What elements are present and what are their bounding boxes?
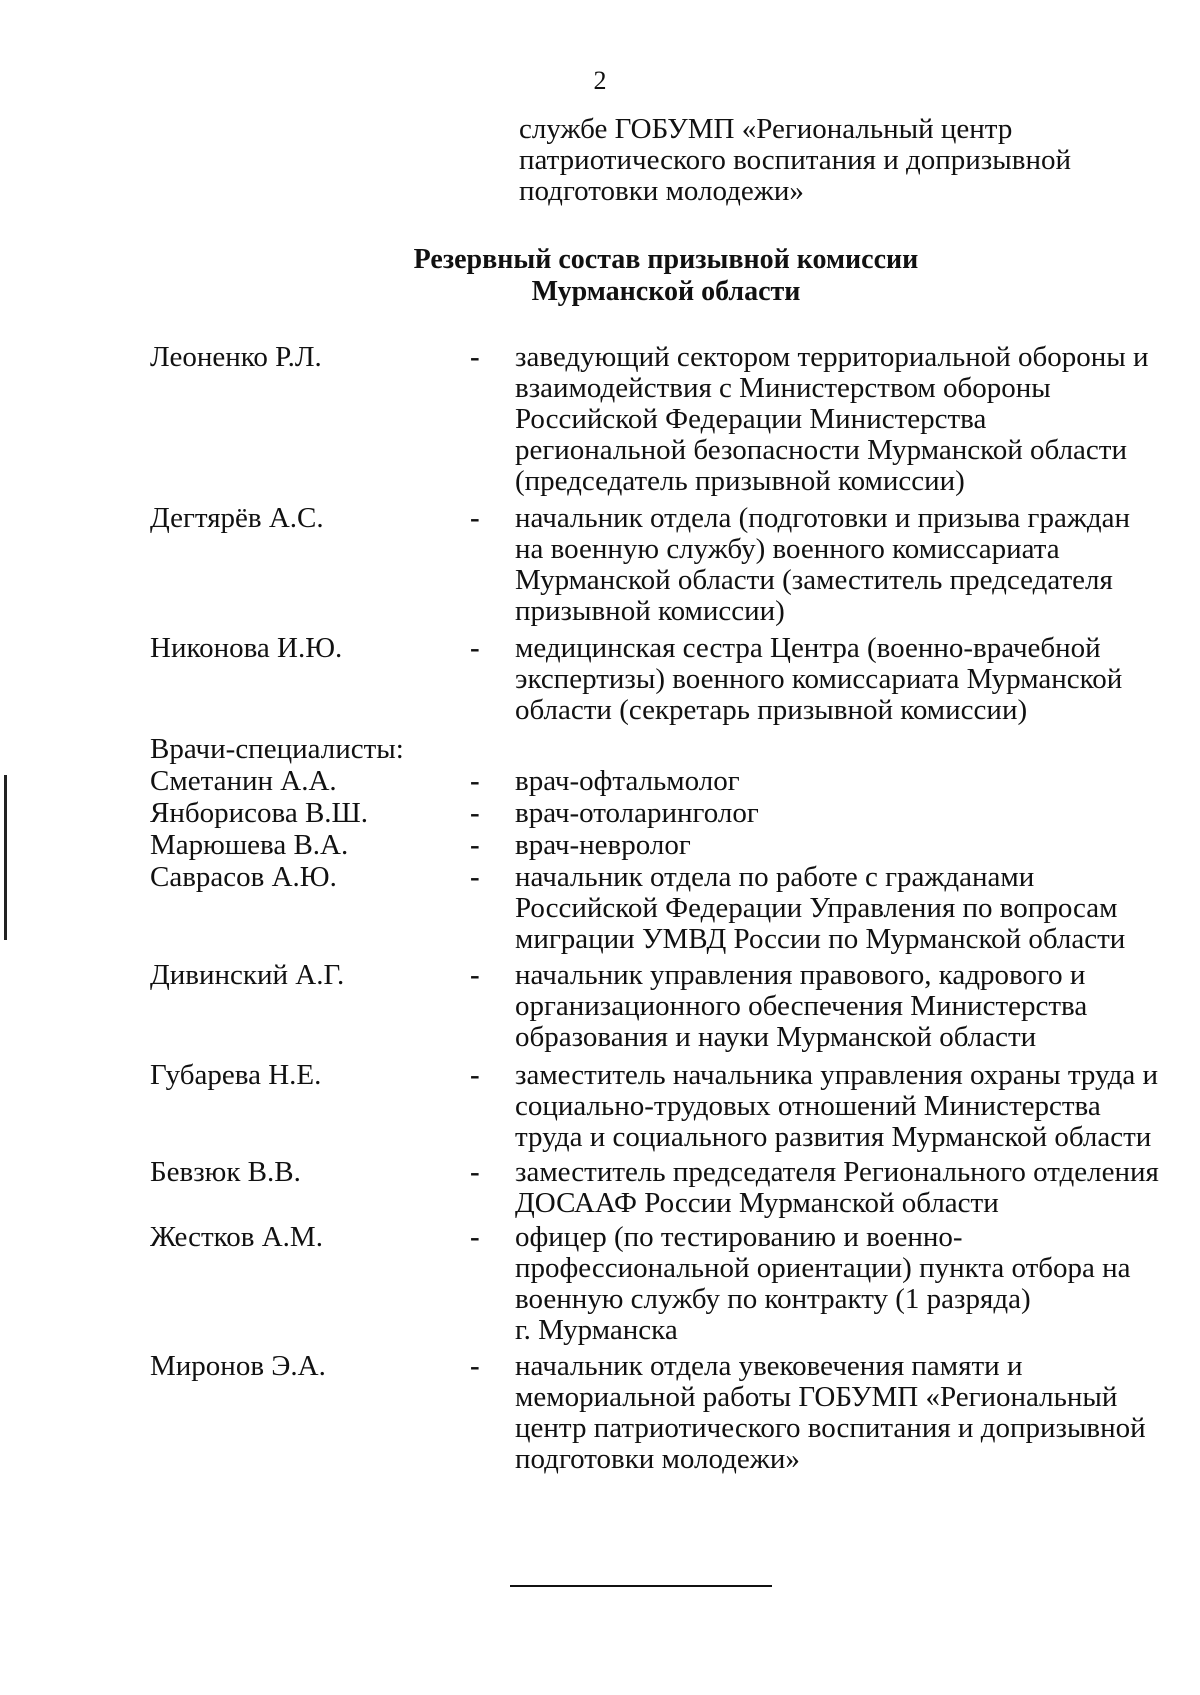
section-heading — [386, 244, 946, 308]
member-name: Марюшева В.А. — [150, 829, 349, 861]
description-line: г. Мурманска — [515, 1314, 678, 1346]
description-line: призывной комиссии) — [515, 595, 785, 627]
member-name: Никонова И.Ю. — [150, 632, 343, 664]
dash: - — [470, 765, 480, 797]
dash: - — [470, 502, 480, 534]
carryover-line: патриотического воспитания и допризывной — [519, 144, 1071, 176]
dash: - — [470, 829, 480, 861]
description-line: заместитель начальника управления охраны труда и — [515, 1059, 1159, 1091]
member-description — [515, 1351, 1175, 1475]
description-line: образования и науки Мурманской области — [515, 1021, 1037, 1053]
description-line: центр патриотического воспитания и допризывной — [515, 1412, 1146, 1444]
carryover-line: службе ГОБУМП «Региональный центр — [519, 113, 1013, 145]
member-description — [515, 830, 1175, 861]
dash: - — [470, 1221, 480, 1253]
description-line: заведующий сектором территориальной обороны и — [515, 341, 1149, 373]
description-line: мемориальной работы ГОБУМП «Региональный — [515, 1381, 1118, 1413]
member-name: Янборисова В.Ш. — [150, 797, 369, 829]
description-line: врач-отоларинголог — [515, 797, 759, 829]
end-rule — [510, 1585, 772, 1587]
description-line: (председатель призывной комиссии) — [515, 465, 965, 497]
member-description — [515, 862, 1175, 955]
description-line: военную службу по контракту (1 разряда) — [515, 1283, 1031, 1315]
dash: - — [470, 1350, 480, 1382]
description-line: врач-невролог — [515, 829, 691, 861]
description-line: организационного обеспечения Министерства — [515, 990, 1088, 1022]
member-name: Дивинский А.Г. — [150, 959, 345, 991]
description-line: взаимодействия с Министерством обороны — [515, 372, 1051, 404]
member-name: Губарева Н.Е. — [150, 1059, 322, 1091]
description-line: на военную службу) военного комиссариата — [515, 533, 1060, 565]
member-name: Леоненко Р.Л. — [150, 341, 322, 373]
description-line: врач-офтальмолог — [515, 765, 740, 797]
specialists-subheading: Врачи-специалисты: — [150, 733, 404, 765]
member-description — [515, 342, 1175, 497]
dash: - — [470, 632, 480, 664]
description-line: труда и социального развития Мурманской области — [515, 1121, 1152, 1153]
member-description — [515, 633, 1175, 726]
description-line: региональной безопасности Мурманской области — [515, 434, 1127, 466]
scan-artifact — [4, 775, 7, 940]
description-line: социально-трудовых отношений Министерства — [515, 1090, 1101, 1122]
page-number: 2 — [593, 66, 607, 95]
description-line: медицинская сестра Центра (военно-врачебной — [515, 632, 1101, 664]
dash: - — [470, 959, 480, 991]
description-line: подготовки молодежи» — [515, 1443, 800, 1475]
member-description — [515, 1222, 1175, 1346]
description-line: миграции УМВД России по Мурманской области — [515, 923, 1126, 955]
dash: - — [470, 797, 480, 829]
member-name: Саврасов А.Ю. — [150, 861, 337, 893]
member-description — [515, 1157, 1175, 1219]
description-line: Мурманской области (заместитель председателя — [515, 564, 1113, 596]
heading-line: Мурманской области — [531, 276, 801, 307]
dash: - — [470, 1059, 480, 1091]
member-description — [515, 1060, 1175, 1153]
dash: - — [470, 1156, 480, 1188]
carryover-line: подготовки молодежи» — [519, 175, 804, 207]
member-name: Сметанин А.А. — [150, 765, 337, 797]
description-line: начальник управления правового, кадрового и — [515, 959, 1086, 991]
member-description — [515, 766, 1175, 797]
description-line: начальник отдела по работе с гражданами — [515, 861, 1035, 893]
member-description — [515, 503, 1175, 627]
description-line: Российской Федерации Управления по вопросам — [515, 892, 1118, 924]
member-name: Жестков А.М. — [150, 1221, 323, 1253]
description-line: экспертизы) военного комиссариата Мурманской — [515, 663, 1123, 695]
description-line: Российской Федерации Министерства — [515, 403, 987, 435]
description-line: области (секретарь призывной комиссии) — [515, 694, 1028, 726]
description-line: начальник отдела увековечения памяти и — [515, 1350, 1023, 1382]
heading-line: Резервный состав призывной комиссии — [413, 244, 919, 275]
dash: - — [470, 861, 480, 893]
description-line: ДОСААФ России Мурманской области — [515, 1187, 999, 1219]
description-line: заместитель председателя Регионального отделения — [515, 1156, 1159, 1188]
member-description — [515, 798, 1175, 829]
member-name: Миронов Э.А. — [150, 1350, 326, 1382]
dash: - — [470, 341, 480, 373]
member-description — [515, 960, 1175, 1053]
carryover-text — [519, 114, 1071, 207]
description-line: профессиональной ориентации) пункта отбора на — [515, 1252, 1131, 1284]
description-line: начальник отдела (подготовки и призыва граждан — [515, 502, 1131, 534]
description-line: офицер (по тестированию и военно- — [515, 1221, 963, 1253]
member-name: Бевзюк В.В. — [150, 1156, 301, 1188]
member-name: Дегтярёв А.С. — [150, 502, 324, 534]
